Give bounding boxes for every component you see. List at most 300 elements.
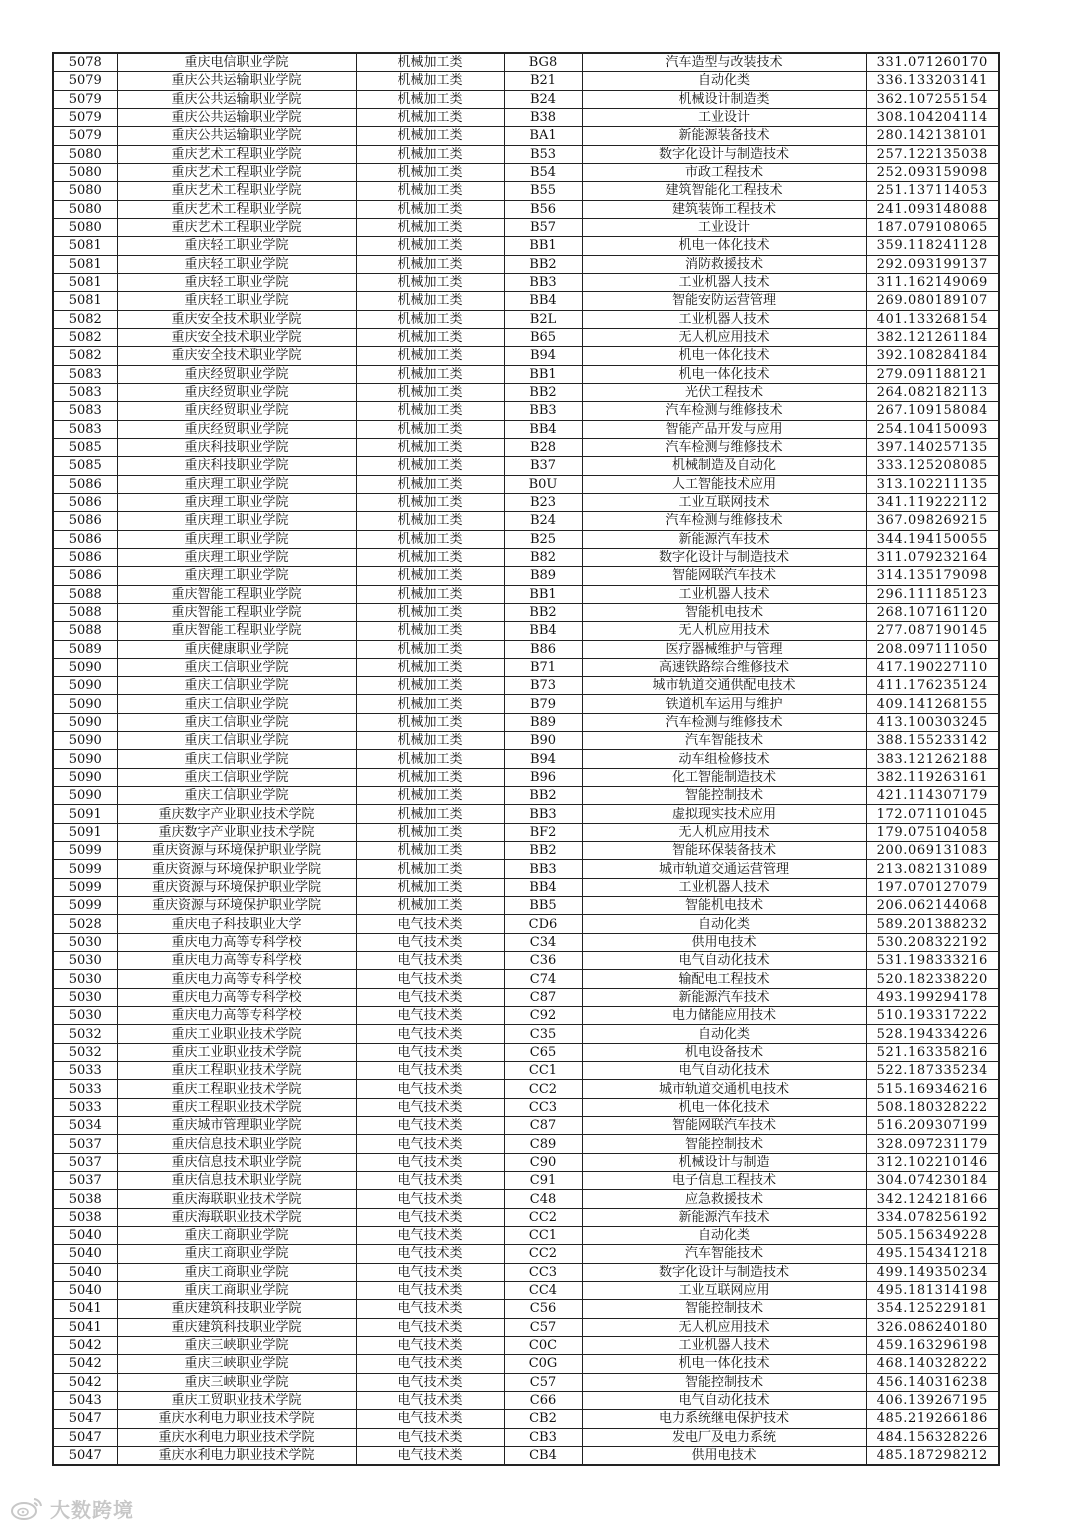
score-cell: 331.071260170 — [866, 53, 999, 72]
major-name-cell: 铁道机车运用与维护 — [582, 695, 866, 713]
school-code-cell: 5082 — [53, 328, 117, 346]
major-code-cell: B23 — [504, 493, 582, 511]
school-code-cell: 5080 — [53, 182, 117, 200]
major-code-cell: B24 — [504, 512, 582, 530]
score-cell: 406.139267195 — [866, 1391, 999, 1409]
score-cell: 269.080189107 — [866, 292, 999, 310]
major-name-cell: 高速铁路综合维修技术 — [582, 658, 866, 676]
school-name-cell: 重庆工程职业技术学院 — [117, 1080, 356, 1098]
category-cell: 机械加工类 — [356, 860, 504, 878]
major-name-cell: 工业设计 — [582, 218, 866, 236]
major-code-cell: B89 — [504, 567, 582, 585]
school-name-cell: 重庆经贸职业学院 — [117, 383, 356, 401]
category-cell: 电气技术类 — [356, 1355, 504, 1373]
table-row — [53, 72, 999, 90]
major-name-cell: 城市轨道交通运营管理 — [582, 860, 866, 878]
school-code-cell: 5088 — [53, 603, 117, 621]
major-code-cell: B89 — [504, 713, 582, 731]
score-cell: 296.111185123 — [866, 585, 999, 603]
school-code-cell: 5082 — [53, 347, 117, 365]
school-code-cell: 5080 — [53, 145, 117, 163]
category-cell: 机械加工类 — [356, 897, 504, 915]
major-name-cell: 工业机器人技术 — [582, 273, 866, 291]
school-name-cell: 重庆信息技术职业学院 — [117, 1172, 356, 1190]
table-row — [53, 1373, 999, 1391]
school-code-cell: 5043 — [53, 1391, 117, 1409]
category-cell: 机械加工类 — [356, 732, 504, 750]
major-name-cell: 汽车智能技术 — [582, 1245, 866, 1263]
score-cell: 311.162149069 — [866, 273, 999, 291]
major-code-cell: B37 — [504, 457, 582, 475]
school-name-cell: 重庆工信职业学院 — [117, 768, 356, 786]
major-name-cell: 智能机电技术 — [582, 603, 866, 621]
category-cell: 机械加工类 — [356, 512, 504, 530]
major-name-cell: 智能网联汽车技术 — [582, 567, 866, 585]
category-cell: 电气技术类 — [356, 952, 504, 970]
score-cell: 206.062144068 — [866, 897, 999, 915]
major-name-cell: 工业机器人技术 — [582, 878, 866, 896]
table-row — [53, 1428, 999, 1446]
school-code-cell: 5081 — [53, 255, 117, 273]
major-code-cell: BF2 — [504, 823, 582, 841]
score-cell: 382.119263161 — [866, 768, 999, 786]
school-name-cell: 重庆工商职业学院 — [117, 1281, 356, 1299]
score-cell: 468.140328222 — [866, 1355, 999, 1373]
school-code-cell: 5086 — [53, 475, 117, 493]
score-cell: 252.093159098 — [866, 163, 999, 181]
school-code-cell: 5099 — [53, 897, 117, 915]
category-cell: 机械加工类 — [356, 768, 504, 786]
school-code-cell: 5083 — [53, 402, 117, 420]
table-row — [53, 475, 999, 493]
category-cell: 机械加工类 — [356, 182, 504, 200]
school-code-cell: 5088 — [53, 622, 117, 640]
category-cell: 机械加工类 — [356, 310, 504, 328]
major-name-cell: 新能源汽车技术 — [582, 1208, 866, 1226]
major-name-cell: 电子信息工程技术 — [582, 1172, 866, 1190]
major-code-cell: C0C — [504, 1336, 582, 1354]
major-name-cell: 自动化类 — [582, 1227, 866, 1245]
major-name-cell: 发电厂及电力系统 — [582, 1428, 866, 1446]
score-cell: 179.075104058 — [866, 823, 999, 841]
table-row — [53, 585, 999, 603]
school-name-cell: 重庆工信职业学院 — [117, 713, 356, 731]
table-row — [53, 383, 999, 401]
school-code-cell: 5089 — [53, 640, 117, 658]
school-name-cell: 重庆数字产业职业技术学院 — [117, 823, 356, 841]
school-name-cell: 重庆三峡职业学院 — [117, 1336, 356, 1354]
school-code-cell: 5037 — [53, 1135, 117, 1153]
major-code-cell: B24 — [504, 90, 582, 108]
watermark-text: 大数跨境 — [50, 1497, 134, 1522]
major-code-cell: CC1 — [504, 1062, 582, 1080]
major-code-cell: C56 — [504, 1300, 582, 1318]
school-name-cell: 重庆工贸职业技术学院 — [117, 1391, 356, 1409]
school-code-cell: 5041 — [53, 1300, 117, 1318]
score-cell: 342.124218166 — [866, 1190, 999, 1208]
major-code-cell: C74 — [504, 970, 582, 988]
school-name-cell: 重庆轻工职业学院 — [117, 255, 356, 273]
table-row — [53, 402, 999, 420]
major-name-cell: 虚拟现实技术应用 — [582, 805, 866, 823]
school-code-cell: 5090 — [53, 768, 117, 786]
major-name-cell: 机电一体化技术 — [582, 365, 866, 383]
major-code-cell: BB4 — [504, 292, 582, 310]
table-row — [53, 1080, 999, 1098]
score-cell: 508.180328222 — [866, 1098, 999, 1116]
category-cell: 电气技术类 — [356, 1135, 504, 1153]
table-row — [53, 1135, 999, 1153]
school-name-cell: 重庆艺术工程职业学院 — [117, 145, 356, 163]
table-row — [53, 897, 999, 915]
school-name-cell: 重庆资源与环境保护职业学院 — [117, 860, 356, 878]
school-code-cell: 5091 — [53, 805, 117, 823]
major-name-cell: 自动化类 — [582, 72, 866, 90]
school-name-cell: 重庆电力高等专科学校 — [117, 970, 356, 988]
major-code-cell: C57 — [504, 1373, 582, 1391]
score-cell: 197.070127079 — [866, 878, 999, 896]
table-row — [53, 1227, 999, 1245]
category-cell: 机械加工类 — [356, 878, 504, 896]
major-code-cell: C34 — [504, 933, 582, 951]
major-name-cell: 机电一体化技术 — [582, 1098, 866, 1116]
school-name-cell: 重庆健康职业学院 — [117, 640, 356, 658]
table-row — [53, 622, 999, 640]
school-code-cell: 5082 — [53, 310, 117, 328]
score-cell: 280.142138101 — [866, 127, 999, 145]
school-code-cell: 5090 — [53, 658, 117, 676]
school-name-cell: 重庆电力高等专科学校 — [117, 933, 356, 951]
school-name-cell: 重庆安全技术职业学院 — [117, 310, 356, 328]
school-name-cell: 重庆水利电力职业技术学院 — [117, 1428, 356, 1446]
category-cell: 电气技术类 — [356, 1227, 504, 1245]
school-code-cell: 5090 — [53, 677, 117, 695]
major-name-cell: 汽车检测与维修技术 — [582, 512, 866, 530]
school-code-cell: 5086 — [53, 512, 117, 530]
major-name-cell: 智能机电技术 — [582, 897, 866, 915]
major-code-cell: BB1 — [504, 365, 582, 383]
school-name-cell: 重庆信息技术职业学院 — [117, 1135, 356, 1153]
category-cell: 机械加工类 — [356, 585, 504, 603]
score-cell: 359.118241128 — [866, 237, 999, 255]
score-cell: 313.102211135 — [866, 475, 999, 493]
category-cell: 电气技术类 — [356, 1190, 504, 1208]
score-cell: 251.137114053 — [866, 182, 999, 200]
category-cell: 电气技术类 — [356, 1281, 504, 1299]
school-code-cell: 5090 — [53, 732, 117, 750]
school-name-cell: 重庆理工职业学院 — [117, 530, 356, 548]
school-name-cell: 重庆资源与环境保护职业学院 — [117, 897, 356, 915]
category-cell: 机械加工类 — [356, 695, 504, 713]
category-cell: 机械加工类 — [356, 127, 504, 145]
category-cell: 机械加工类 — [356, 365, 504, 383]
major-code-cell: BB3 — [504, 805, 582, 823]
school-code-cell: 5083 — [53, 383, 117, 401]
school-name-cell: 重庆资源与环境保护职业学院 — [117, 878, 356, 896]
table-row — [53, 970, 999, 988]
category-cell: 电气技术类 — [356, 1080, 504, 1098]
school-code-cell: 5040 — [53, 1281, 117, 1299]
category-cell: 机械加工类 — [356, 622, 504, 640]
table-row — [53, 1007, 999, 1025]
table-row — [53, 603, 999, 621]
major-name-cell: 供用电技术 — [582, 933, 866, 951]
major-code-cell: C35 — [504, 1025, 582, 1043]
category-cell: 机械加工类 — [356, 677, 504, 695]
table-row — [53, 127, 999, 145]
score-cell: 328.097231179 — [866, 1135, 999, 1153]
table-row — [53, 512, 999, 530]
major-name-cell: 新能源汽车技术 — [582, 988, 866, 1006]
score-cell: 520.182338220 — [866, 970, 999, 988]
table-row — [53, 1318, 999, 1336]
table-row — [53, 1281, 999, 1299]
school-code-cell: 5032 — [53, 1025, 117, 1043]
major-code-cell: CC3 — [504, 1098, 582, 1116]
school-code-cell: 5081 — [53, 273, 117, 291]
score-cell: 277.087190145 — [866, 622, 999, 640]
major-code-cell: B96 — [504, 768, 582, 786]
major-name-cell: 自动化类 — [582, 1025, 866, 1043]
major-code-cell: BB2 — [504, 255, 582, 273]
school-name-cell: 重庆公共运输职业学院 — [117, 108, 356, 126]
school-code-cell: 5028 — [53, 915, 117, 933]
school-name-cell: 重庆艺术工程职业学院 — [117, 163, 356, 181]
major-code-cell: CB4 — [504, 1446, 582, 1465]
major-code-cell: B53 — [504, 145, 582, 163]
school-code-cell: 5083 — [53, 365, 117, 383]
score-cell: 241.093148088 — [866, 200, 999, 218]
school-code-cell: 5042 — [53, 1373, 117, 1391]
table-row — [53, 90, 999, 108]
score-cell: 510.193317222 — [866, 1007, 999, 1025]
major-name-cell: 智能环保装备技术 — [582, 842, 866, 860]
major-name-cell: 供用电技术 — [582, 1446, 866, 1465]
school-name-cell: 重庆水利电力职业技术学院 — [117, 1446, 356, 1465]
score-cell: 495.154341218 — [866, 1245, 999, 1263]
major-name-cell: 机电一体化技术 — [582, 1355, 866, 1373]
major-code-cell: CB3 — [504, 1428, 582, 1446]
category-cell: 电气技术类 — [356, 1062, 504, 1080]
category-cell: 电气技术类 — [356, 1208, 504, 1226]
major-code-cell: CC4 — [504, 1281, 582, 1299]
school-name-cell: 重庆工信职业学院 — [117, 750, 356, 768]
table-row — [53, 695, 999, 713]
major-code-cell: BB1 — [504, 585, 582, 603]
score-cell: 413.100303245 — [866, 713, 999, 731]
major-name-cell: 数字化设计与制造技术 — [582, 1263, 866, 1281]
major-name-cell: 市政工程技术 — [582, 163, 866, 181]
school-name-cell: 重庆经贸职业学院 — [117, 365, 356, 383]
score-cell: 499.149350234 — [866, 1263, 999, 1281]
school-name-cell: 重庆轻工职业学院 — [117, 292, 356, 310]
school-name-cell: 重庆工信职业学院 — [117, 677, 356, 695]
category-cell: 机械加工类 — [356, 237, 504, 255]
table-row — [53, 823, 999, 841]
school-name-cell: 重庆艺术工程职业学院 — [117, 218, 356, 236]
table-row — [53, 1391, 999, 1409]
score-cell: 344.194150055 — [866, 530, 999, 548]
table-row — [53, 530, 999, 548]
category-cell: 机械加工类 — [356, 218, 504, 236]
major-name-cell: 工业互联网技术 — [582, 493, 866, 511]
school-name-cell: 重庆工信职业学院 — [117, 695, 356, 713]
major-code-cell: BB3 — [504, 402, 582, 420]
table-row — [53, 1446, 999, 1465]
major-code-cell: C66 — [504, 1391, 582, 1409]
table-row — [53, 988, 999, 1006]
major-name-cell: 无人机应用技术 — [582, 328, 866, 346]
major-name-cell: 无人机应用技术 — [582, 1318, 866, 1336]
school-name-cell: 重庆理工职业学院 — [117, 475, 356, 493]
score-cell: 257.122135038 — [866, 145, 999, 163]
table-row — [53, 1410, 999, 1428]
table-row — [53, 842, 999, 860]
major-name-cell: 城市轨道交通供配电技术 — [582, 677, 866, 695]
category-cell: 机械加工类 — [356, 200, 504, 218]
major-name-cell: 工业互联网应用 — [582, 1281, 866, 1299]
score-cell: 392.108284184 — [866, 347, 999, 365]
major-code-cell: C48 — [504, 1190, 582, 1208]
school-code-cell: 5088 — [53, 585, 117, 603]
category-cell: 电气技术类 — [356, 1318, 504, 1336]
major-name-cell: 电气自动化技术 — [582, 1391, 866, 1409]
school-code-cell: 5079 — [53, 108, 117, 126]
table-row — [53, 952, 999, 970]
major-name-cell: 智能产品开发与应用 — [582, 420, 866, 438]
category-cell: 电气技术类 — [356, 1373, 504, 1391]
school-name-cell: 重庆工业职业技术学院 — [117, 1025, 356, 1043]
school-code-cell: 5090 — [53, 695, 117, 713]
school-name-cell: 重庆智能工程职业学院 — [117, 622, 356, 640]
major-name-cell: 智能安防运营管理 — [582, 292, 866, 310]
school-code-cell: 5086 — [53, 493, 117, 511]
school-code-cell: 5079 — [53, 90, 117, 108]
category-cell: 电气技术类 — [356, 970, 504, 988]
major-code-cell: B73 — [504, 677, 582, 695]
major-code-cell: CC2 — [504, 1245, 582, 1263]
category-cell: 电气技术类 — [356, 1098, 504, 1116]
major-name-cell: 汽车智能技术 — [582, 732, 866, 750]
category-cell: 机械加工类 — [356, 347, 504, 365]
school-name-cell: 重庆理工职业学院 — [117, 512, 356, 530]
major-name-cell: 汽车检测与维修技术 — [582, 713, 866, 731]
school-code-cell: 5030 — [53, 933, 117, 951]
school-code-cell: 5040 — [53, 1245, 117, 1263]
school-code-cell: 5038 — [53, 1208, 117, 1226]
score-cell: 200.069131083 — [866, 842, 999, 860]
table-body — [53, 53, 999, 1465]
major-code-cell: B82 — [504, 548, 582, 566]
major-name-cell: 消防救援技术 — [582, 255, 866, 273]
score-cell: 172.071101045 — [866, 805, 999, 823]
score-cell: 292.093199137 — [866, 255, 999, 273]
score-cell: 521.163358216 — [866, 1043, 999, 1061]
major-code-cell: B0U — [504, 475, 582, 493]
school-code-cell: 5030 — [53, 988, 117, 1006]
school-name-cell: 重庆公共运输职业学院 — [117, 127, 356, 145]
score-cell: 354.125229181 — [866, 1300, 999, 1318]
school-code-cell: 5037 — [53, 1153, 117, 1171]
category-cell: 电气技术类 — [356, 1263, 504, 1281]
category-cell: 电气技术类 — [356, 1043, 504, 1061]
major-name-cell: 人工智能技术应用 — [582, 475, 866, 493]
school-name-cell: 重庆工商职业学院 — [117, 1245, 356, 1263]
table-row — [53, 1043, 999, 1061]
major-code-cell: C0G — [504, 1355, 582, 1373]
school-code-cell: 5078 — [53, 53, 117, 72]
table-row — [53, 292, 999, 310]
table-row — [53, 915, 999, 933]
table-row — [53, 457, 999, 475]
major-code-cell: B56 — [504, 200, 582, 218]
school-code-cell: 5086 — [53, 548, 117, 566]
category-cell: 电气技术类 — [356, 1446, 504, 1465]
major-code-cell: CC2 — [504, 1208, 582, 1226]
major-code-cell: C87 — [504, 988, 582, 1006]
major-name-cell: 机械制造及自动化 — [582, 457, 866, 475]
score-cell: 311.079232164 — [866, 548, 999, 566]
major-name-cell: 新能源汽车技术 — [582, 530, 866, 548]
major-name-cell: 智能网联汽车技术 — [582, 1117, 866, 1135]
school-name-cell: 重庆理工职业学院 — [117, 548, 356, 566]
category-cell: 机械加工类 — [356, 383, 504, 401]
major-code-cell: B94 — [504, 750, 582, 768]
school-name-cell: 重庆理工职业学院 — [117, 567, 356, 585]
score-cell: 362.107255154 — [866, 90, 999, 108]
major-name-cell: 智能控制技术 — [582, 1300, 866, 1318]
school-code-cell: 5085 — [53, 457, 117, 475]
major-code-cell: BB2 — [504, 842, 582, 860]
table-row — [53, 860, 999, 878]
table-row — [53, 1190, 999, 1208]
major-code-cell: B90 — [504, 732, 582, 750]
major-name-cell: 电气自动化技术 — [582, 952, 866, 970]
category-cell: 机械加工类 — [356, 328, 504, 346]
school-code-cell: 5047 — [53, 1428, 117, 1446]
score-cell: 333.125208085 — [866, 457, 999, 475]
major-code-cell: B54 — [504, 163, 582, 181]
school-code-cell: 5083 — [53, 420, 117, 438]
major-name-cell: 电气自动化技术 — [582, 1062, 866, 1080]
category-cell: 机械加工类 — [356, 292, 504, 310]
table-row — [53, 273, 999, 291]
table-row — [53, 640, 999, 658]
table-row — [53, 713, 999, 731]
school-code-cell: 5047 — [53, 1446, 117, 1465]
school-name-cell: 重庆科技职业学院 — [117, 457, 356, 475]
major-code-cell: B2L — [504, 310, 582, 328]
table-row — [53, 658, 999, 676]
major-name-cell: 无人机应用技术 — [582, 823, 866, 841]
major-name-cell: 机械设计制造类 — [582, 90, 866, 108]
major-name-cell: 汽车造型与改装技术 — [582, 53, 866, 72]
major-name-cell: 医疗器械维护与管理 — [582, 640, 866, 658]
school-code-cell: 5042 — [53, 1355, 117, 1373]
score-cell: 505.156349228 — [866, 1227, 999, 1245]
table-row — [53, 53, 999, 72]
score-cell: 459.163296198 — [866, 1336, 999, 1354]
major-name-cell: 工业设计 — [582, 108, 866, 126]
major-code-cell: BB5 — [504, 897, 582, 915]
major-code-cell: B94 — [504, 347, 582, 365]
category-cell: 机械加工类 — [356, 805, 504, 823]
school-code-cell: 5080 — [53, 218, 117, 236]
school-name-cell: 重庆海联职业技术学院 — [117, 1208, 356, 1226]
category-cell: 机械加工类 — [356, 750, 504, 768]
school-name-cell: 重庆工信职业学院 — [117, 787, 356, 805]
score-cell: 187.079108065 — [866, 218, 999, 236]
